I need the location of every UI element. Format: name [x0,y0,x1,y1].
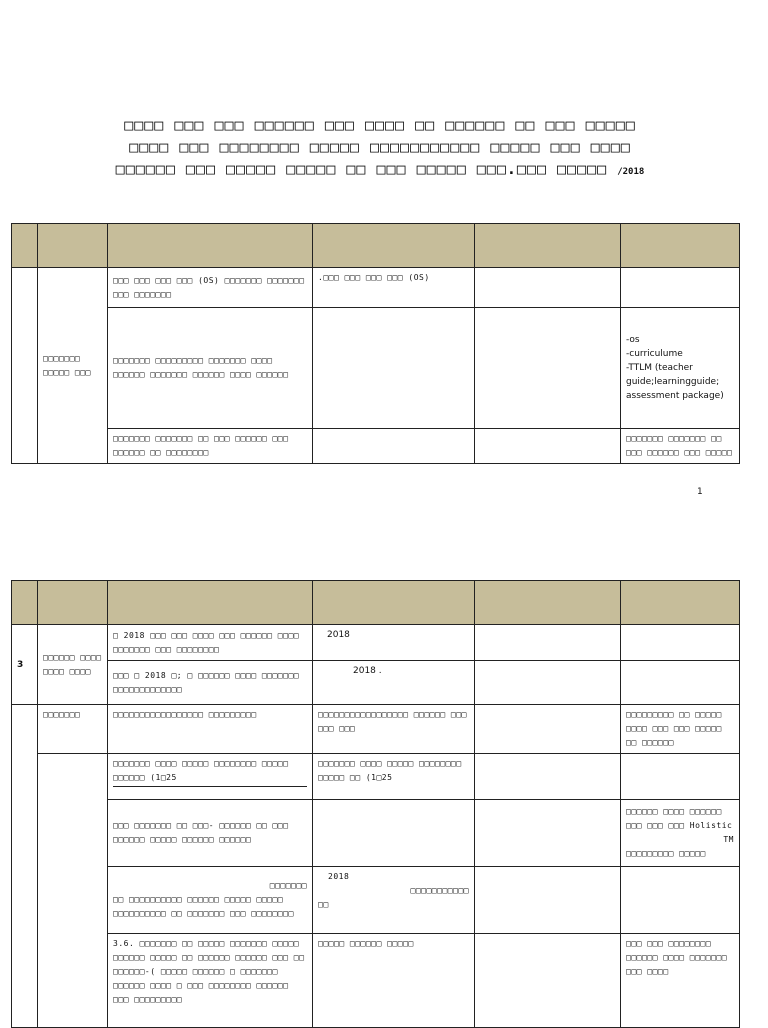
output-cell [313,867,475,934]
empty-cell [475,754,621,800]
output-cell: □□□□□□□ □□□□ □□□□□ □□□□□□□□ □□□□□ □□ (1□25 [313,754,475,800]
title-year: /2018 [617,167,645,177]
group-label-cell [38,754,108,1028]
header-cell [12,224,38,268]
remark-cell: □□□ □□□ □□□□□□□□ □□□□□□ □□□□ □□□□□□□ □□□ □□□□ [621,934,740,1028]
header-cell [38,581,108,625]
empty-cell [621,661,740,705]
header-cell [621,224,740,268]
empty-cell [475,867,621,934]
remark-cell: □□□□□□□□□ □□ □□□□□ □□□□ □□□ □□□ □□□□□ □□ □□□□□□ [621,705,740,754]
output-cell: □□□□□□□□□□□□□□□□□ □□□□□□ □□□ □□□ □□□ [313,705,475,754]
remark-line: -curriculume [626,349,683,359]
remark-cell [621,867,740,934]
activity-text: □□□□□□□ □□□□ □□□□□ □□□□□□□□ □□□□□ □□□□□□ (1□25 [113,757,307,787]
table-2 [11,580,740,1028]
table-row [12,705,740,754]
title-line-2: □□□□ □□□ □□□□□□□□ □□□□□ □□□□□□□□□□□ □□□□□ □□□ □□□□ [129,138,631,156]
table-1-header-row [12,224,740,268]
remark-line: □□□□□□□□□ □□□□□ [626,849,706,858]
activity-cell: 3.6. □□□□□□□ □□ □□□□□ □□□□□□□ □□□□□ □□□□□□ □□□□□ □□ □□□□□□ □□□□□□ □□□ □□ □□□□□□-( □□□□□ □□□□□□ □ □□□□□□□ □□□□□□ □□□□ □ □□□ □□□□□□□□ □□□□□□ □□□ □□□□□□□□□ [108,934,313,1028]
header-cell [475,224,621,268]
page-number: 1 [697,487,703,497]
table-row [12,429,740,464]
empty-cell [475,429,621,464]
row-number-cell [12,268,38,464]
table-row [12,754,740,800]
remark-line: TM [723,835,734,844]
table-row [12,625,740,661]
empty-cell [621,625,740,661]
output-cell: .□□□ □□□ □□□ □□□ (OS) [313,268,475,308]
activity-cell: □□□ □□□ □□□ □□□ (OS) □□□□□□□ □□□□□□□ □□□ □□□□□□□ [108,268,313,308]
group-label-cell: □□□□□□□ □□□□□ □□□ [38,268,108,464]
header-cell [621,581,740,625]
table-row [12,268,740,308]
remark-cell [621,754,740,800]
output-line: 2018 [328,872,350,881]
empty-cell [475,934,621,1028]
table-row [12,934,740,1028]
table-row [12,867,740,934]
group-label-cell: □□□□□□□ [38,705,108,754]
title-line-3 [50,158,710,183]
empty-cell [475,705,621,754]
output-cell: 2018 [313,625,475,661]
output-cell [313,800,475,867]
remark-cell [621,800,740,867]
activity-cell: □ 2018 □□□ □□□ □□□□ □□□ □□□□□□ □□□□ □□□□□□□ □□□ □□□□□□□□ [108,625,313,661]
title-line-1: □□□□ □□□ □□□ □□□□□□ □□□ □□□□ □□ □□□□□□ □□ □□□ □□□□□ [124,116,636,134]
remark-line: -TTLM (teacher guide;learningguide; assessment package) [626,363,724,401]
empty-cell [475,268,621,308]
row-number-cell [12,705,38,1028]
header-cell [12,581,38,625]
header-cell [108,581,313,625]
output-cell [313,308,475,429]
table-row [12,661,740,705]
output-line: □□ [318,900,329,909]
output-cell [313,429,475,464]
table-row [12,800,740,867]
empty-cell [475,800,621,867]
empty-cell [475,625,621,661]
table-1 [11,223,740,464]
empty-cell [475,661,621,705]
title-line-3-text: □□□□□□ □□□ □□□□□ □□□□□ □□ □□□ □□□□□ □□□.□□□ □□□□□ [115,160,608,178]
remark-cell [621,308,740,429]
activity-cell: □□□ □□□□□□□ □□ □□□- □□□□□□ □□ □□□ □□□□□□ □□□□□ □□□□□□ □□□□□□ [108,800,313,867]
remark-cell [621,268,740,308]
activity-cell: □□□□□□□□□□□□□□□□□ □□□□□□□□□ [108,705,313,754]
output-line: □□□□□□□□□□□ [410,886,469,895]
remark-line: -os [626,335,640,345]
group-label-cell: □□□□□□ □□□□ □□□□ □□□□ [38,625,108,705]
activity-cell [108,867,313,934]
row-number-cell: 3 [12,625,38,705]
header-cell [475,581,621,625]
header-cell [313,224,475,268]
table-row [12,308,740,429]
activity-line: □□ □□□□□□□□□□ □□□□□□ □□□□□ □□□□□ □□□□□□□□□□ □□ □□□□□□□ □□□ □□□□□□□□ [113,895,294,918]
document-title [50,114,710,183]
output-cell: □□□□□ □□□□□□ □□□□□ [313,934,475,1028]
header-cell [108,224,313,268]
remark-cell: □□□□□□□ □□□□□□□ □□ □□□ □□□□□□ □□□ □□□□□ [621,429,740,464]
activity-cell [108,754,313,800]
output-cell: 2018 . [313,661,475,705]
table-2-header-row [12,581,740,625]
empty-cell [475,308,621,429]
activity-line: □□□□□□□ [269,881,307,890]
activity-cell: □□□ □ 2018 □; □ □□□□□□ □□□□ □□□□□□□ □□□□□□□□□□□□□ [108,661,313,705]
activity-cell: □□□□□□□ □□□□□□□□□ □□□□□□□ □□□□ □□□□□□ □□□□□□□ □□□□□□ □□□□ □□□□□□ [108,308,313,429]
header-cell [313,581,475,625]
remark-line: □□□□□□ □□□□ □□□□□□ □□□ □□□ □□□ Holistic [626,807,733,830]
header-cell [38,224,108,268]
activity-cell: □□□□□□□ □□□□□□□ □□ □□□ □□□□□□ □□□ □□□□□□ □□ □□□□□□□□ [108,429,313,464]
